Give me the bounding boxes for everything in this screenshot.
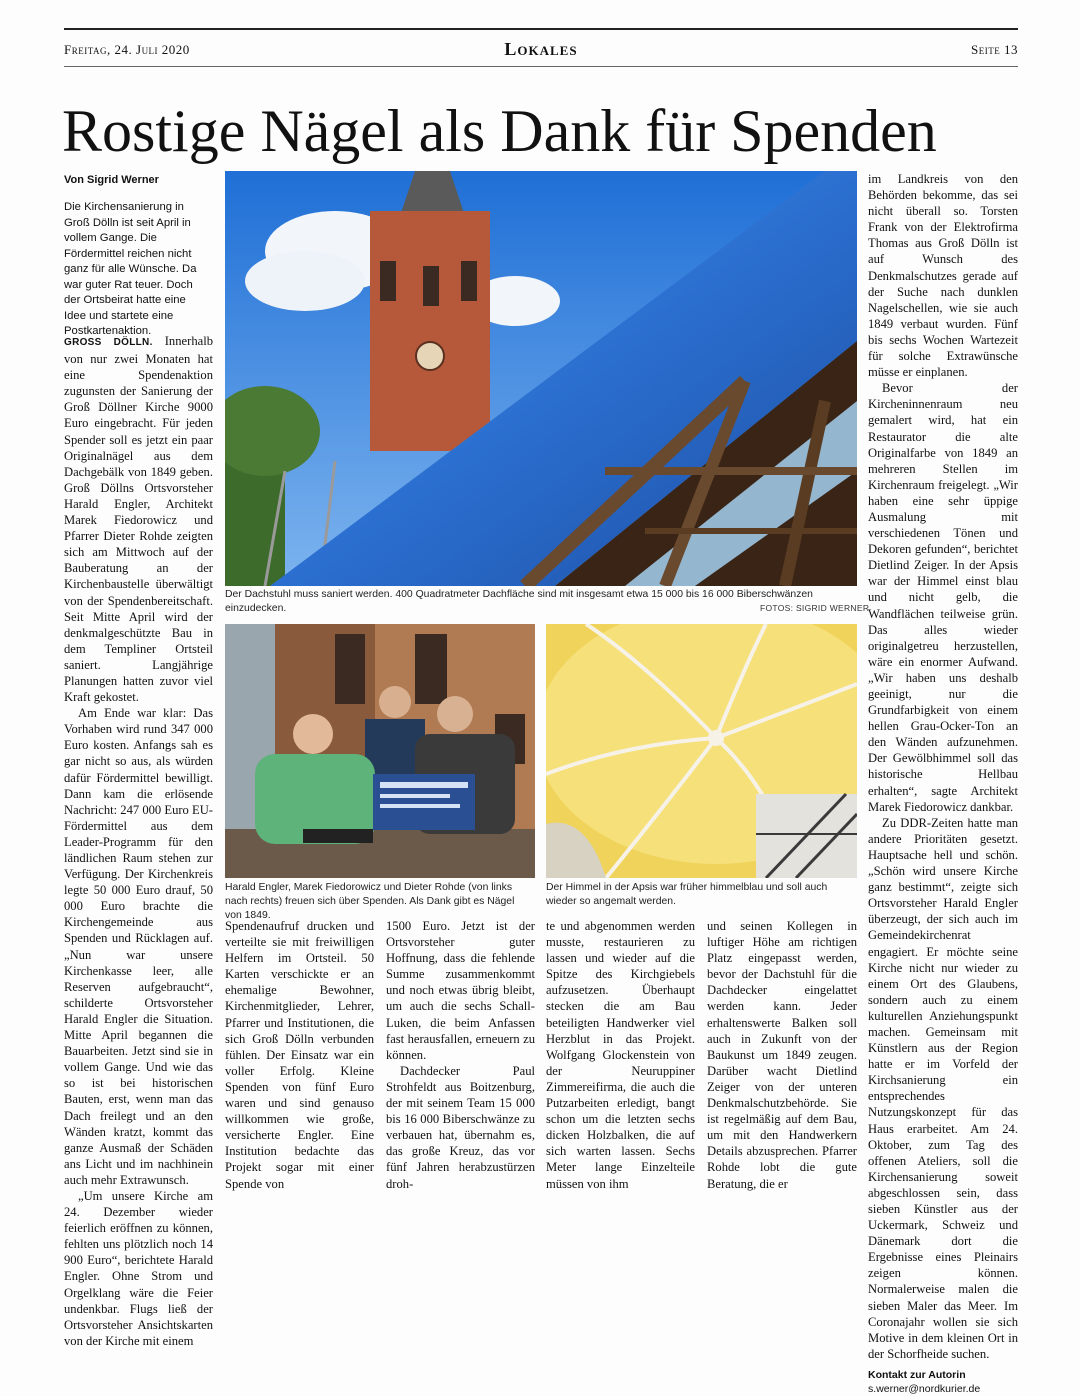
contact-email[interactable]: s.werner@nordkurier.de	[868, 1382, 981, 1395]
dateline: GROSS DÖLLN.	[64, 337, 153, 348]
article-teaser: Die Kirchensanierung in Groß Dölln ist seit April in vollem Gange. Die Fördermittel reichen nicht ganz für alle Wünsche. Da war guter Rat teuer. Doch der Ortsbeirat hatte eine Idee und startete eine Postkartenaktion.	[64, 201, 197, 337]
paragraph: Zu DDR-Zeiten hatte man andere Prioritäten gesetzt. Hauptsache hell und schön. „Schön wird unsere Kirche ganz bestimmt“, zeigte sich Ortsvorsteher Harald Engler überzeugt, der sich auch im Gemeindekirchenrat engagiert. Er möchte seine Kirche nicht nur wieder zu einem Ort des Glaubens, sondern auch zu einem kulturellen Anziehungspunkt machen. Gemeinsam mit Künstlern aus der Region hatte er im Vorfeld der Kirchsanierung ein entsprechendes Nutzungskonzept für das Haus erarbeitet. Am 24. Oktober, zum Tag des offenen Ateliers, soll die Kirchensanierung soweit abgeschlossen sein, dass sieben Künstler aus der Uckermark, Schweiz und Dänemark dort die Ergebnisse eines Pleinairs zeigen können. Normalerweise malen die sieben Maler das Meer. Im Coronajahr wollen sie sich Motive in dem kleinen Ort in der Schorfheide suchen.	[868, 815, 1018, 1361]
photo-church-roof	[225, 171, 857, 586]
byline: Von Sigrid Werner	[64, 174, 159, 186]
paragraph: te und abgenommen werden musste, restaurieren zu lassen und wieder auf die Spitze des Kirchgiebels aufzusetzen. Überhaupt stecken die am Bau beteiligten Handwerker viel Herzblut in das Projekt. Wolfgang Glockenstein von der Neuruppiner Zimmereifirma, die auch die Putzarbeiten erledigt, bangt schon um die letzten sechs dicken Holzbalken, die auf sich warten lassen. Sechs Meter lange Einzelteile müssen von ihm	[546, 919, 695, 1191]
author-contact	[868, 1368, 1018, 1396]
text-column-3	[386, 918, 535, 1192]
paragraph: GROSS DÖLLN. Innerhalb von nur zwei Monaten hat eine Spendenaktion zugunsten der Sanierung der Groß Döllner Kirche 9000 Euro eingebracht. Für jeden Spender soll es jetzt ein paar Originalnägel aus dem Dachgebälk von 1849 geben. Groß Döllns Ortsvorsteher Harald Engler, Architekt Marek Fiedorowicz und Pfarrer Dieter Rohde zeigten sich am Mittwoch auf der Bauberatung an der Kirchenbaustelle überwältigt von der Spendenbereitschaft. Seit Mitte April wird der denkmalgeschützte Bau in dem Templiner Ortsteil saniert. Langjährige Planungen hatten zuvor viel Kraft gekostet.	[64, 334, 213, 705]
paragraph: Dachdecker Paul Strohfeldt aus Boitzenburg, der mit seinem Team 15 000 bis 16 000 Biberschwänze zu verbauen hat, übernahm es, das große Kreuz, das vor fünf Jahren herabzustürzen droh-	[386, 1063, 535, 1191]
paragraph: „Um unsere Kirche am 24. Dezember wieder feierlich eröffnen zu können, fehlten uns plötzlich noch 14 900 Euro“, berichtete Harald Engler. Ohne Strom und Orgelklang wäre die Feier undenkbar. Flugs ließ der Ortsvorsteher Ansichtskarten von der Kirche mit einem	[64, 1188, 213, 1348]
photo-caption-apse: Der Himmel in der Apsis war früher himmelblau und soll auch wieder so angemalt werden.	[546, 882, 828, 907]
photo-caption-main: Der Dachstuhl muss saniert werden. 400 Quadratmeter Dachfläche sind mit insgesamt etwa 15 000 bis 16 000 Biberschwänzen einzudecken.	[225, 589, 813, 614]
issue-date: Freitag, 24. Juli 2020	[64, 42, 190, 57]
section-title: Lokales	[504, 39, 578, 59]
paragraph: Spendenaufruf drucken und verteilte sie mit freiwilligen Helfern im Ortsteil. 50 Karten verschickte er an ehemalige Bewohner, Kirchenmitglieder, Lehrer, Pfarrer und Institutionen, die sich Groß Dölln verbunden fühlen. Der Einsatz war ein voller Erfolg. Kleine Spenden von fünf Euro waren und sind genauso willkommen wie große, versicherte Engler. Eine Institution bedachte das Projekt sogar mit einer Spende von	[225, 919, 374, 1191]
paragraph: 1500 Euro. Jetzt ist der Ortsvorsteher guter Hoffnung, dass die fehlende Summe zusammenkommt und noch etwas übrig bleibt, um auch die sechs Schall-Luken, die beim Anfassen fast herausfallen, erneuern zu können.	[386, 919, 535, 1062]
photo-credit: FOTOS: SIGRID WERNER	[760, 603, 870, 613]
text-column-2	[225, 918, 374, 1192]
text-column-4	[546, 918, 695, 1192]
photo-three-men	[225, 624, 535, 878]
paragraph: Bevor der Kircheninnenraum neu gemalert wird, hat ein Restaurator die alte Originalfarbe von 1849 an mehreren Stellen im Kirchenraum freigelegt. „Wir haben eine sehr üppige Ausmalung mit verschiedenen Tönen und Dekoren gefunden“, berichtet Dietlind Zeiger. In der Apsis war der Himmel einst blau und nicht gelb, die Wandflächen teilweise grün. Das alles wieder originalgetreu herzustellen, wäre ein enormer Aufwand. „Wir haben uns deshalb geeinigt, nur die Grundfarbigkeit von einem hellen Grau-Ocker-Ton an den Wänden aufzunehmen. Der Gewölbhimmel soll das historische Hellbau erhalten“, sagte Architekt Marek Fiedorowicz dankbar.	[868, 381, 1018, 814]
photo-apse-ceiling	[546, 624, 857, 878]
paragraph: Am Ende war klar: Das Vorhaben wird rund 347 000 Euro kosten. Anfangs sah es gar nicht so aus, als würden dafür Fördermittel bewilligt. Dann kam die erlösende Nachricht: 247 000 Euro EU-Fördermittel aus dem Leader-Programm für den ländlichen Raum stehen zur Verfügung. Der Kirchenkreis legte 50 000 Euro drauf, 50 000 Euro brachte die Kirchengemeinde aus Spenden und Rücklagen auf. „Nun war unsere Kirchenkasse leer, alle Reserven aufgebraucht“, schilderte Ortsvorsteher Harald Engler die Situation. Mitte April begannen die Bauarbeiten. Jetzt sind sie in vollem Gange. Und wie das so ist bei historischen Bauten, erst, wenn man das Dach freilegt und an den Wänden kratzt, kommt das ganze Ausmaß der Schäden ans Licht und im nachhinein auch mehr Extrawunsch.	[64, 706, 213, 1187]
photo-caption-people: Harald Engler, Marek Fiedorowicz und Dieter Rohde (von links nach rechts) freuen sich über Spenden. Als Dank gibt es Nägel von 1849.	[225, 882, 515, 921]
contact-label: Kontakt zur Autorin	[868, 1368, 966, 1381]
page-number: Seite 13	[971, 42, 1018, 57]
text-column-6	[868, 171, 1018, 1396]
paragraph: im Landkreis von den Behörden bekomme, das sei nicht überall so. Torsten Frank von der Elektrofirma Thomas aus Groß Dölln ist auf Wunsch des Denkmalschutzes gerade auf der Suche nach dunklen Nagelschellen, wie sie auch 1849 verbaut wurden. Fünf bis sechs Wochen Wartezeit für solche Extrawünsche müsse er einplanen.	[868, 172, 1018, 380]
paragraph: und seinen Kollegen in luftiger Höhe am richtigen Platz eingepasst werden, bevor der Dachstuhl für die Dachdecker eingelattet werden kann. Jeder erhaltenswerte Balken soll auch in Zukunft von der Baukunst um 1849 zeugen. Darüber wacht Dietlind Zeiger von der unteren Denkmalschutzbehörde. Sie ist regelmäßig auf dem Bau, um mit den Handwerkern Details abzusprechen. Pfarrer Rohde lobt die gute Beratung, die er	[707, 919, 857, 1191]
article-headline: Rostige Nägel als Dank für Spenden	[62, 98, 937, 164]
text-column-1	[64, 333, 213, 1349]
text-column-5	[707, 918, 857, 1192]
page-header	[64, 28, 1018, 67]
